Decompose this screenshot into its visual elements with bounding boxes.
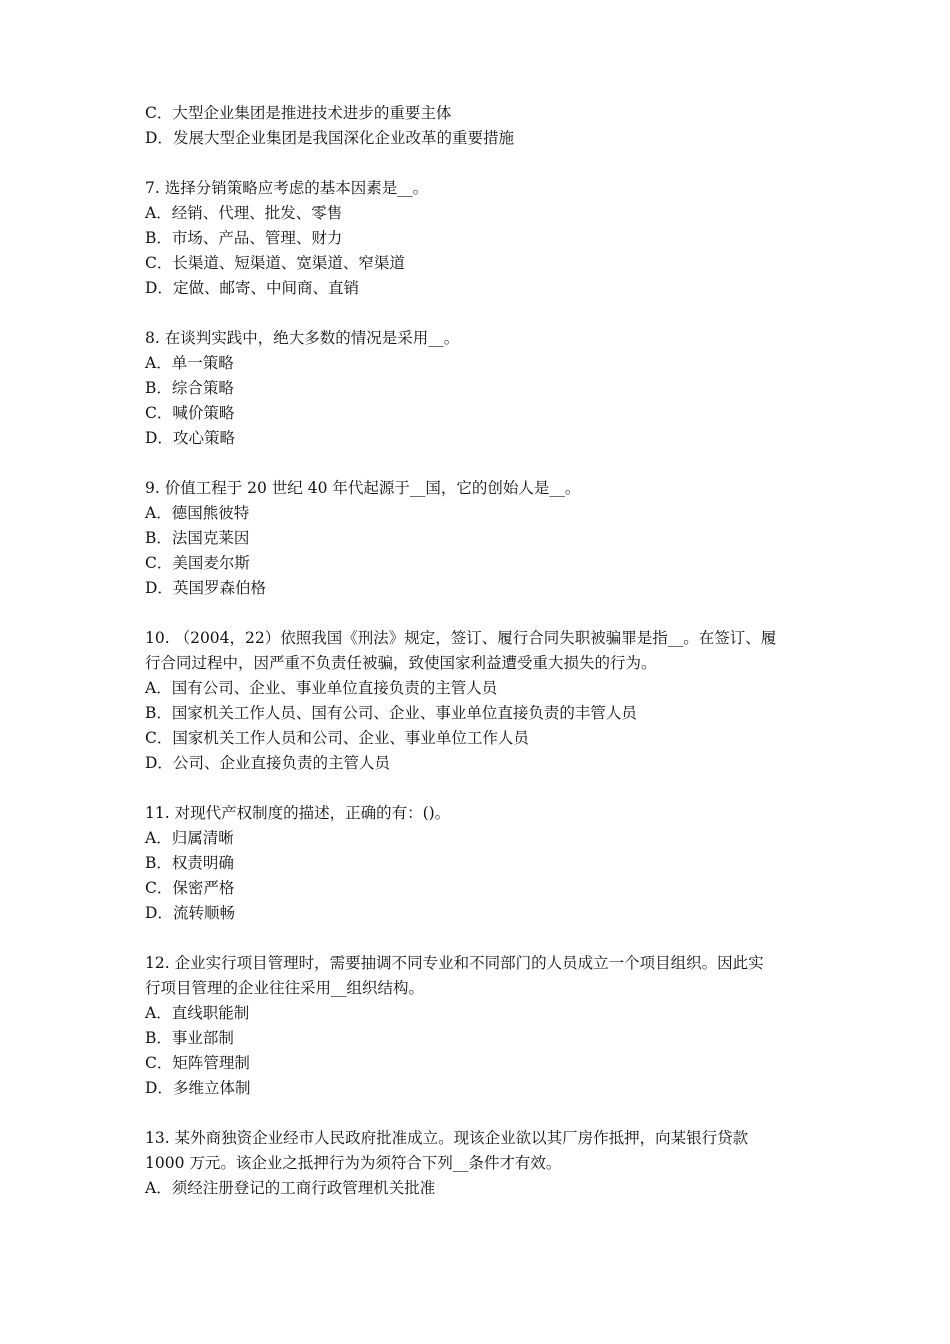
option-label: C． — [145, 404, 173, 422]
option-line — [145, 876, 825, 901]
option-text: 多维立体制 — [172, 1079, 251, 1097]
option-text: 国有公司、企业、事业单位直接负责的主管人员 — [171, 679, 498, 697]
option-label: C． — [145, 104, 173, 122]
option-text: 保密严格 — [172, 879, 235, 897]
option-text: 流转顺畅 — [172, 904, 235, 922]
block-spacer — [145, 776, 825, 801]
option-line — [145, 351, 825, 376]
question-stem: 8. 在谈判实践中，绝大多数的情况是采用__。 — [145, 329, 460, 347]
option-label: C． — [145, 729, 173, 747]
question-stem: 10. （2004，22）依照我国《刑法》规定，签订、履行合同失职被骗罪是指__。在签订、履 — [145, 629, 777, 647]
option-label: D． — [145, 1079, 173, 1097]
option-label: A． — [145, 204, 172, 222]
option-label: B． — [145, 1029, 172, 1047]
option-line — [145, 1051, 825, 1076]
option-line — [145, 1176, 825, 1201]
option-text: 须经注册登记的工商行政管理机关批准 — [171, 1179, 436, 1197]
block-spacer — [145, 1101, 825, 1126]
question-list — [145, 151, 825, 1201]
option-text: 市场、产品、管理、财力 — [171, 229, 343, 247]
option-line — [145, 851, 825, 876]
option-line — [145, 426, 825, 451]
option-line — [145, 1076, 825, 1101]
question-stem: 11. 对现代产权制度的描述，正确的有：()。 — [145, 804, 451, 822]
block-spacer — [145, 926, 825, 951]
option-line — [145, 576, 825, 601]
option-text: 发展大型企业集团是我国深化企业改革的重要措施 — [172, 129, 514, 147]
option-text: 经销、代理、批发、零售 — [171, 204, 343, 222]
option-text: 综合策略 — [171, 379, 234, 397]
document-content — [145, 101, 825, 1201]
option-text: 国家机关工作人员和公司、企业、事业单位工作人员 — [172, 729, 529, 747]
option-label: A． — [145, 354, 172, 372]
block-spacer — [145, 151, 825, 176]
option-label: C． — [145, 254, 173, 272]
block-spacer — [145, 301, 825, 326]
option-text: 攻心策略 — [172, 429, 235, 447]
option-line — [145, 101, 825, 126]
option-line — [145, 251, 825, 276]
question-block — [145, 951, 825, 1101]
option-text: 美国麦尔斯 — [172, 554, 250, 572]
option-line — [145, 1001, 825, 1026]
question-stem: 9. 价值工程于 20 世纪 40 年代起源于__国，它的创始人是__。 — [145, 479, 581, 497]
option-label: C． — [145, 554, 173, 572]
option-text: 单一策略 — [171, 354, 234, 372]
option-line — [145, 226, 825, 251]
question-block — [145, 326, 825, 451]
option-line — [145, 701, 825, 726]
option-text: 矩阵管理制 — [172, 1054, 250, 1072]
option-text: 德国熊彼特 — [171, 504, 250, 522]
question-stem: 7. 选择分销策略应考虑的基本因素是__。 — [145, 179, 429, 197]
option-label: B． — [145, 704, 172, 722]
option-text: 法国克莱因 — [171, 529, 250, 547]
option-line — [145, 751, 825, 776]
question-block — [145, 176, 825, 301]
option-line — [145, 276, 825, 301]
option-text: 大型企业集团是推进技术进步的重要主体 — [172, 104, 452, 122]
option-line — [145, 726, 825, 751]
option-label: B． — [145, 229, 172, 247]
option-label: D． — [145, 429, 173, 447]
question-stem: 13. 某外商独资企业经市人民政府批准成立。现该企业欲以其厂房作抵押，向某银行贷款 — [145, 1129, 749, 1147]
option-line — [145, 826, 825, 851]
question-block — [145, 801, 825, 926]
option-text: 定做、邮寄、中间商、直销 — [172, 279, 359, 297]
option-label: D． — [145, 279, 173, 297]
option-line — [145, 126, 825, 151]
option-line — [145, 1026, 825, 1051]
option-text: 事业部制 — [171, 1029, 234, 1047]
option-text: 长渠道、短渠道、宽渠道、窄渠道 — [172, 254, 405, 272]
option-label: A． — [145, 504, 172, 522]
block-spacer — [145, 601, 825, 626]
option-line — [145, 526, 825, 551]
question-stem: 行项目管理的企业往往采用__组织结构。 — [145, 979, 425, 997]
question-block — [145, 1126, 825, 1201]
option-text: 公司、企业直接负责的主管人员 — [172, 754, 390, 772]
option-label: A． — [145, 1179, 172, 1197]
option-label: B． — [145, 529, 172, 547]
option-line — [145, 901, 825, 926]
question-stem: 行合同过程中，因严重不负责任被骗，致使国家利益遭受重大损失的行为。 — [145, 654, 657, 672]
option-label: C． — [145, 879, 173, 897]
option-label: C． — [145, 1054, 173, 1072]
option-text: 英国罗森伯格 — [172, 579, 266, 597]
option-line — [145, 501, 825, 526]
question-block — [145, 626, 825, 776]
question-stem: 1000 万元。该企业之抵押行为为须符合下列__条件才有效。 — [145, 1154, 562, 1172]
option-text: 喊价策略 — [172, 404, 235, 422]
option-label: B． — [145, 854, 172, 872]
option-line — [145, 201, 825, 226]
option-label: D． — [145, 129, 173, 147]
option-label: D． — [145, 579, 173, 597]
block-spacer — [145, 451, 825, 476]
option-label: A． — [145, 1004, 172, 1022]
option-text: 国家机关工作人员、国有公司、企业、事业单位直接负责的丰管人员 — [171, 704, 637, 722]
option-label: D． — [145, 904, 173, 922]
option-line — [145, 676, 825, 701]
option-line — [145, 551, 825, 576]
option-line — [145, 376, 825, 401]
question-stem: 12. 企业实行项目管理时，需要抽调不同专业和不同部门的人员成立一个项目组织。因此实 — [145, 954, 764, 972]
option-label: A． — [145, 829, 172, 847]
option-text: 归属清晰 — [171, 829, 234, 847]
question-block — [145, 476, 825, 601]
option-text: 权责明确 — [171, 854, 234, 872]
option-label: A． — [145, 679, 172, 697]
option-line — [145, 401, 825, 426]
option-text: 直线职能制 — [171, 1004, 250, 1022]
option-label: B． — [145, 379, 172, 397]
option-label: D． — [145, 754, 173, 772]
